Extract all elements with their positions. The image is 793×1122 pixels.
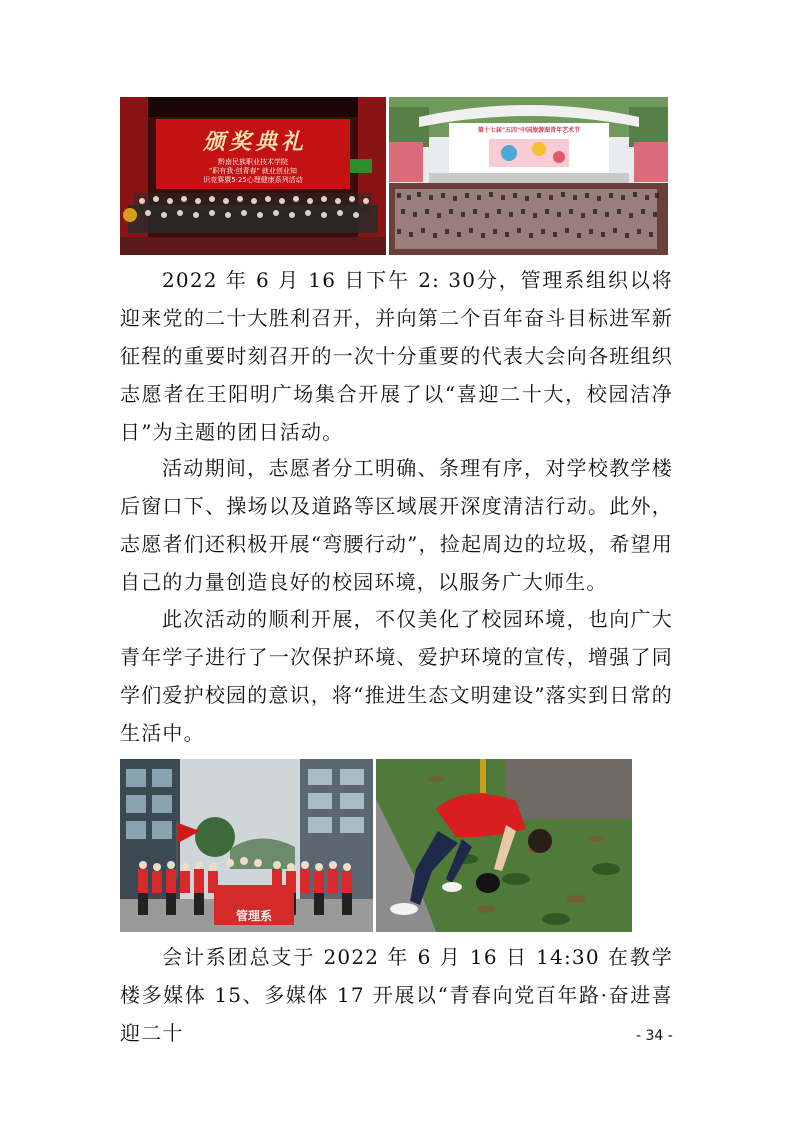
paragraph-3: 此次活动的顺利开展，不仅美化了校园环境，也向广大青年学子进行了一次保护环境、爱护环境的宣传，增强了同学们爱护校园的意识，将“推进生态文明建设”落实到日常的生活中。: [120, 607, 673, 745]
ceremony-photo: [120, 97, 386, 255]
stadium-event-photo: [389, 97, 668, 255]
group-photo: [120, 759, 373, 932]
page-number: - 34 -: [636, 1028, 673, 1044]
cleanup-photo: [376, 759, 632, 932]
banner-line-2: "职有我·创青春" 就业创业知: [209, 167, 297, 175]
banner-title: 颁奖典礼: [202, 130, 307, 155]
group-banner-text: 管理系: [235, 909, 272, 923]
banner-line-1: 黔南民族职业技术学院: [218, 158, 288, 166]
banner-line-3: 识竞赛暨5·25心理健康系列活动: [203, 176, 303, 184]
paragraph-2: 活动期间，志愿者分工明确、条理有序，对学校教学楼后窗口下、操场以及道路等区域展开深度清洁行动。此外，志愿者们还积极开展“弯腰行动”，捡起周边的垃圾，希望用自己的力量创造良好的校园环境，以服务广大师生。: [120, 456, 673, 594]
paragraph-4: 会计系团总支于 2022 年 6 月 16 日 14:30 在教学楼多媒体 15、多媒体 17 开展以“青春向党百年路·奋进喜迎二十: [120, 945, 673, 1045]
paragraph-1: 2022 年 6 月 16 日下午 2: 30分，管理系组织以将迎来党的二十大胜利召开，并向第二个百年奋斗目标进军新征程的重要时刻召开的一次十分重要的代表大会向各班组织志愿者在王阳明广场集合开展了以“喜迎二十大，校园洁净日”为主题的团日活动。: [120, 268, 673, 444]
stage-banner-text: 第十七届"五四"中国旅游图青年艺术节: [477, 127, 581, 134]
